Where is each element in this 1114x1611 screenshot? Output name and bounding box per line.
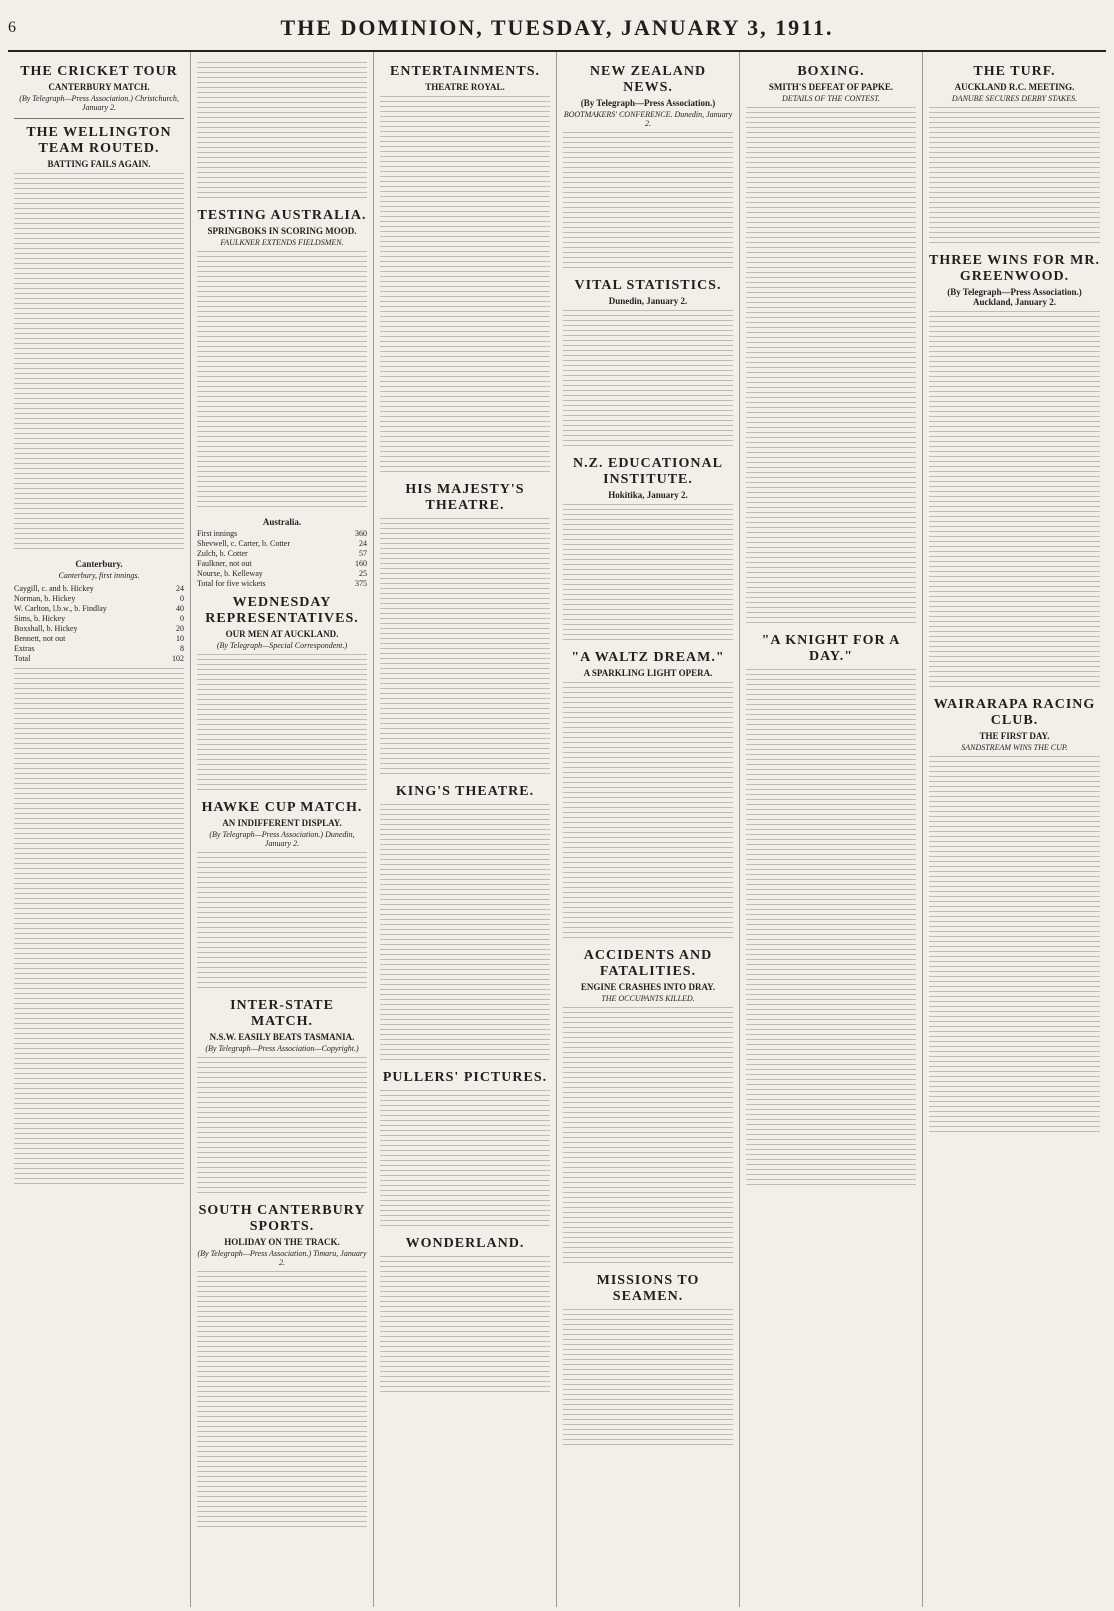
headline: NEW ZEALAND NEWS. (589, 64, 707, 95)
headline: MISSIONS TO SEAMEN. (596, 1273, 700, 1304)
article-body (197, 654, 367, 794)
subheadline: SMITH'S DEFEAT OF PAPKE. (768, 82, 894, 92)
article-body (380, 1090, 550, 1230)
subheadline: OUR MEN AT AUCKLAND. (225, 629, 339, 639)
headline: WONDERLAND. (405, 1236, 525, 1251)
article-body (746, 669, 916, 1189)
dateline: (By Telegraph—Special Correspondent.) (216, 641, 348, 650)
column-5 (740, 52, 923, 1607)
article-body (14, 668, 184, 1188)
headline: THE TURF. (973, 64, 1056, 79)
dateline: SANDSTREAM WINS THE CUP. (961, 743, 1068, 752)
page-number: 6 (8, 19, 16, 36)
article-body (197, 62, 367, 202)
headline: N.Z. EDUCATIONAL INSTITUTE. (573, 456, 723, 487)
subheadline: Dunedin, January 2. (608, 296, 688, 306)
article-body (746, 107, 916, 627)
score-row: Faulkner, not out 160 (197, 559, 367, 568)
score-row: W. Carlton, l.b.w., b. Findlay 40 (14, 604, 184, 613)
subheadline: (By Telegraph—Press Association.) Auckland, January 2. (947, 287, 1082, 307)
dateline: THE OCCUPANTS KILLED. (601, 994, 695, 1003)
subheadline: HOLIDAY ON THE TRACK. (224, 1237, 340, 1247)
score-title: Canterbury. (75, 559, 123, 569)
subheadline: CANTERBURY MATCH. (48, 82, 150, 92)
subheadline: Hokitika, January 2. (608, 490, 688, 500)
headline: PULLERS' PICTURES. (382, 1070, 548, 1085)
score-row: First innings 360 (197, 529, 367, 538)
headline: "A KNIGHT FOR A DAY." (761, 633, 901, 664)
article-body (563, 504, 733, 644)
headline: WEDNESDAY REPRESENTATIVES. (205, 595, 359, 626)
dateline: DANUBE SECURES DERBY STAKES. (951, 94, 1078, 103)
headline: HIS MAJESTY'S THEATRE. (405, 482, 525, 513)
dateline: BOOTMAKERS' CONFERENCE. Dunedin, January 2. (563, 110, 733, 128)
scorecard (14, 584, 184, 664)
subheadline: AN INDIFFERENT DISPLAY. (222, 818, 342, 828)
dateline: (By Telegraph—Press Association.) Timaru, January 2. (197, 1249, 367, 1267)
dateline: FAULKNER EXTENDS FIELDSMEN. (220, 238, 344, 247)
headline: ACCIDENTS AND FATALITIES. (583, 948, 713, 979)
subheadline: (By Telegraph—Press Association.) (580, 98, 716, 108)
article-body (563, 132, 733, 272)
article-body (197, 1271, 367, 1531)
article-body (929, 311, 1100, 691)
scorecard (197, 529, 367, 589)
score-row: Shevwell, c. Carter, b. Cotter 24 (197, 539, 367, 548)
subheadline: ENGINE CRASHES INTO DRAY. (580, 982, 716, 992)
article-body (563, 310, 733, 450)
score-row: Sims, b. Hickey 0 (14, 614, 184, 623)
headline: INTER-STATE MATCH. (230, 998, 334, 1029)
column-6 (923, 52, 1106, 1607)
masthead (8, 6, 1106, 52)
column-4 (557, 52, 740, 1607)
headline: HAWKE CUP MATCH. (201, 800, 363, 815)
headline: SOUTH CANTERBURY SPORTS. (198, 1203, 366, 1234)
headline: "A WALTZ DREAM." (571, 650, 725, 665)
article-body (197, 251, 367, 511)
dateline: (By Telegraph—Press Association—Copyright.) (205, 1044, 359, 1053)
article-body (563, 1007, 733, 1267)
score-row: Bennett, not out 10 (14, 634, 184, 643)
score-row: Extras 8 (14, 644, 184, 653)
headline: THREE WINS FOR MR. GREENWOOD. (929, 253, 1100, 284)
article-body (380, 96, 550, 476)
score-row: Norman, b. Hickey 0 (14, 594, 184, 603)
headline: WAIRARAPA RACING CLUB. (933, 697, 1096, 728)
headline: THE CRICKET TOUR (20, 64, 178, 79)
score-row: Total 102 (14, 654, 184, 663)
column-1 (8, 52, 191, 1607)
newspaper-title: THE DOMINION, TUESDAY, JANUARY 3, 1911. (280, 15, 834, 40)
headline: ENTERTAINMENTS. (390, 64, 540, 79)
innings-label: Canterbury, first innings. (58, 571, 140, 580)
article-body (197, 852, 367, 992)
score-row: Total for five wickets 375 (197, 579, 367, 588)
divider (14, 118, 184, 119)
subheadline: SPRINGBOKS IN SCORING MOOD. (207, 226, 357, 236)
score-row: Caygill, c. and b. Hickey 24 (14, 584, 184, 593)
article-body (380, 804, 550, 1064)
headline: VITAL STATISTICS. (574, 278, 722, 293)
headline: KING'S THEATRE. (395, 784, 535, 799)
score-row: Boxshall, b. Hickey 20 (14, 624, 184, 633)
score-row: Nourse, b. Kelleway 25 (197, 569, 367, 578)
subheadline: AUCKLAND R.C. MEETING. (954, 82, 1075, 92)
article-body (197, 1057, 367, 1197)
dateline: (By Telegraph—Press Association.) Christchurch, January 2. (19, 94, 179, 112)
article-body (929, 107, 1100, 247)
dateline: DETAILS OF THE CONTEST. (782, 94, 880, 103)
article-body (14, 173, 184, 553)
article-body (380, 1256, 550, 1396)
score-title: Australia. (262, 517, 302, 527)
column-2 (191, 52, 374, 1607)
news-columns (8, 52, 1106, 1607)
column-3 (374, 52, 557, 1607)
article-body (380, 518, 550, 778)
subheadline: N.S.W. EASILY BEATS TASMANIA. (209, 1032, 355, 1042)
article-body (563, 1309, 733, 1449)
headline: TESTING AUSTRALIA. (197, 208, 367, 223)
article-body (929, 756, 1100, 1136)
headline: THE WELLINGTON TEAM ROUTED. (26, 125, 172, 156)
subheadline: BATTING FAILS AGAIN. (47, 159, 151, 169)
subheadline: A SPARKLING LIGHT OPERA. (583, 668, 713, 678)
dateline: (By Telegraph—Press Association.) Dunedin, January 2. (209, 830, 355, 848)
subheadline: THE FIRST DAY. (979, 731, 1050, 741)
article-body (563, 682, 733, 942)
score-row: Zulch, b. Cotter 57 (197, 549, 367, 558)
headline: BOXING. (797, 64, 865, 79)
subheadline: THEATRE ROYAL. (425, 82, 505, 92)
